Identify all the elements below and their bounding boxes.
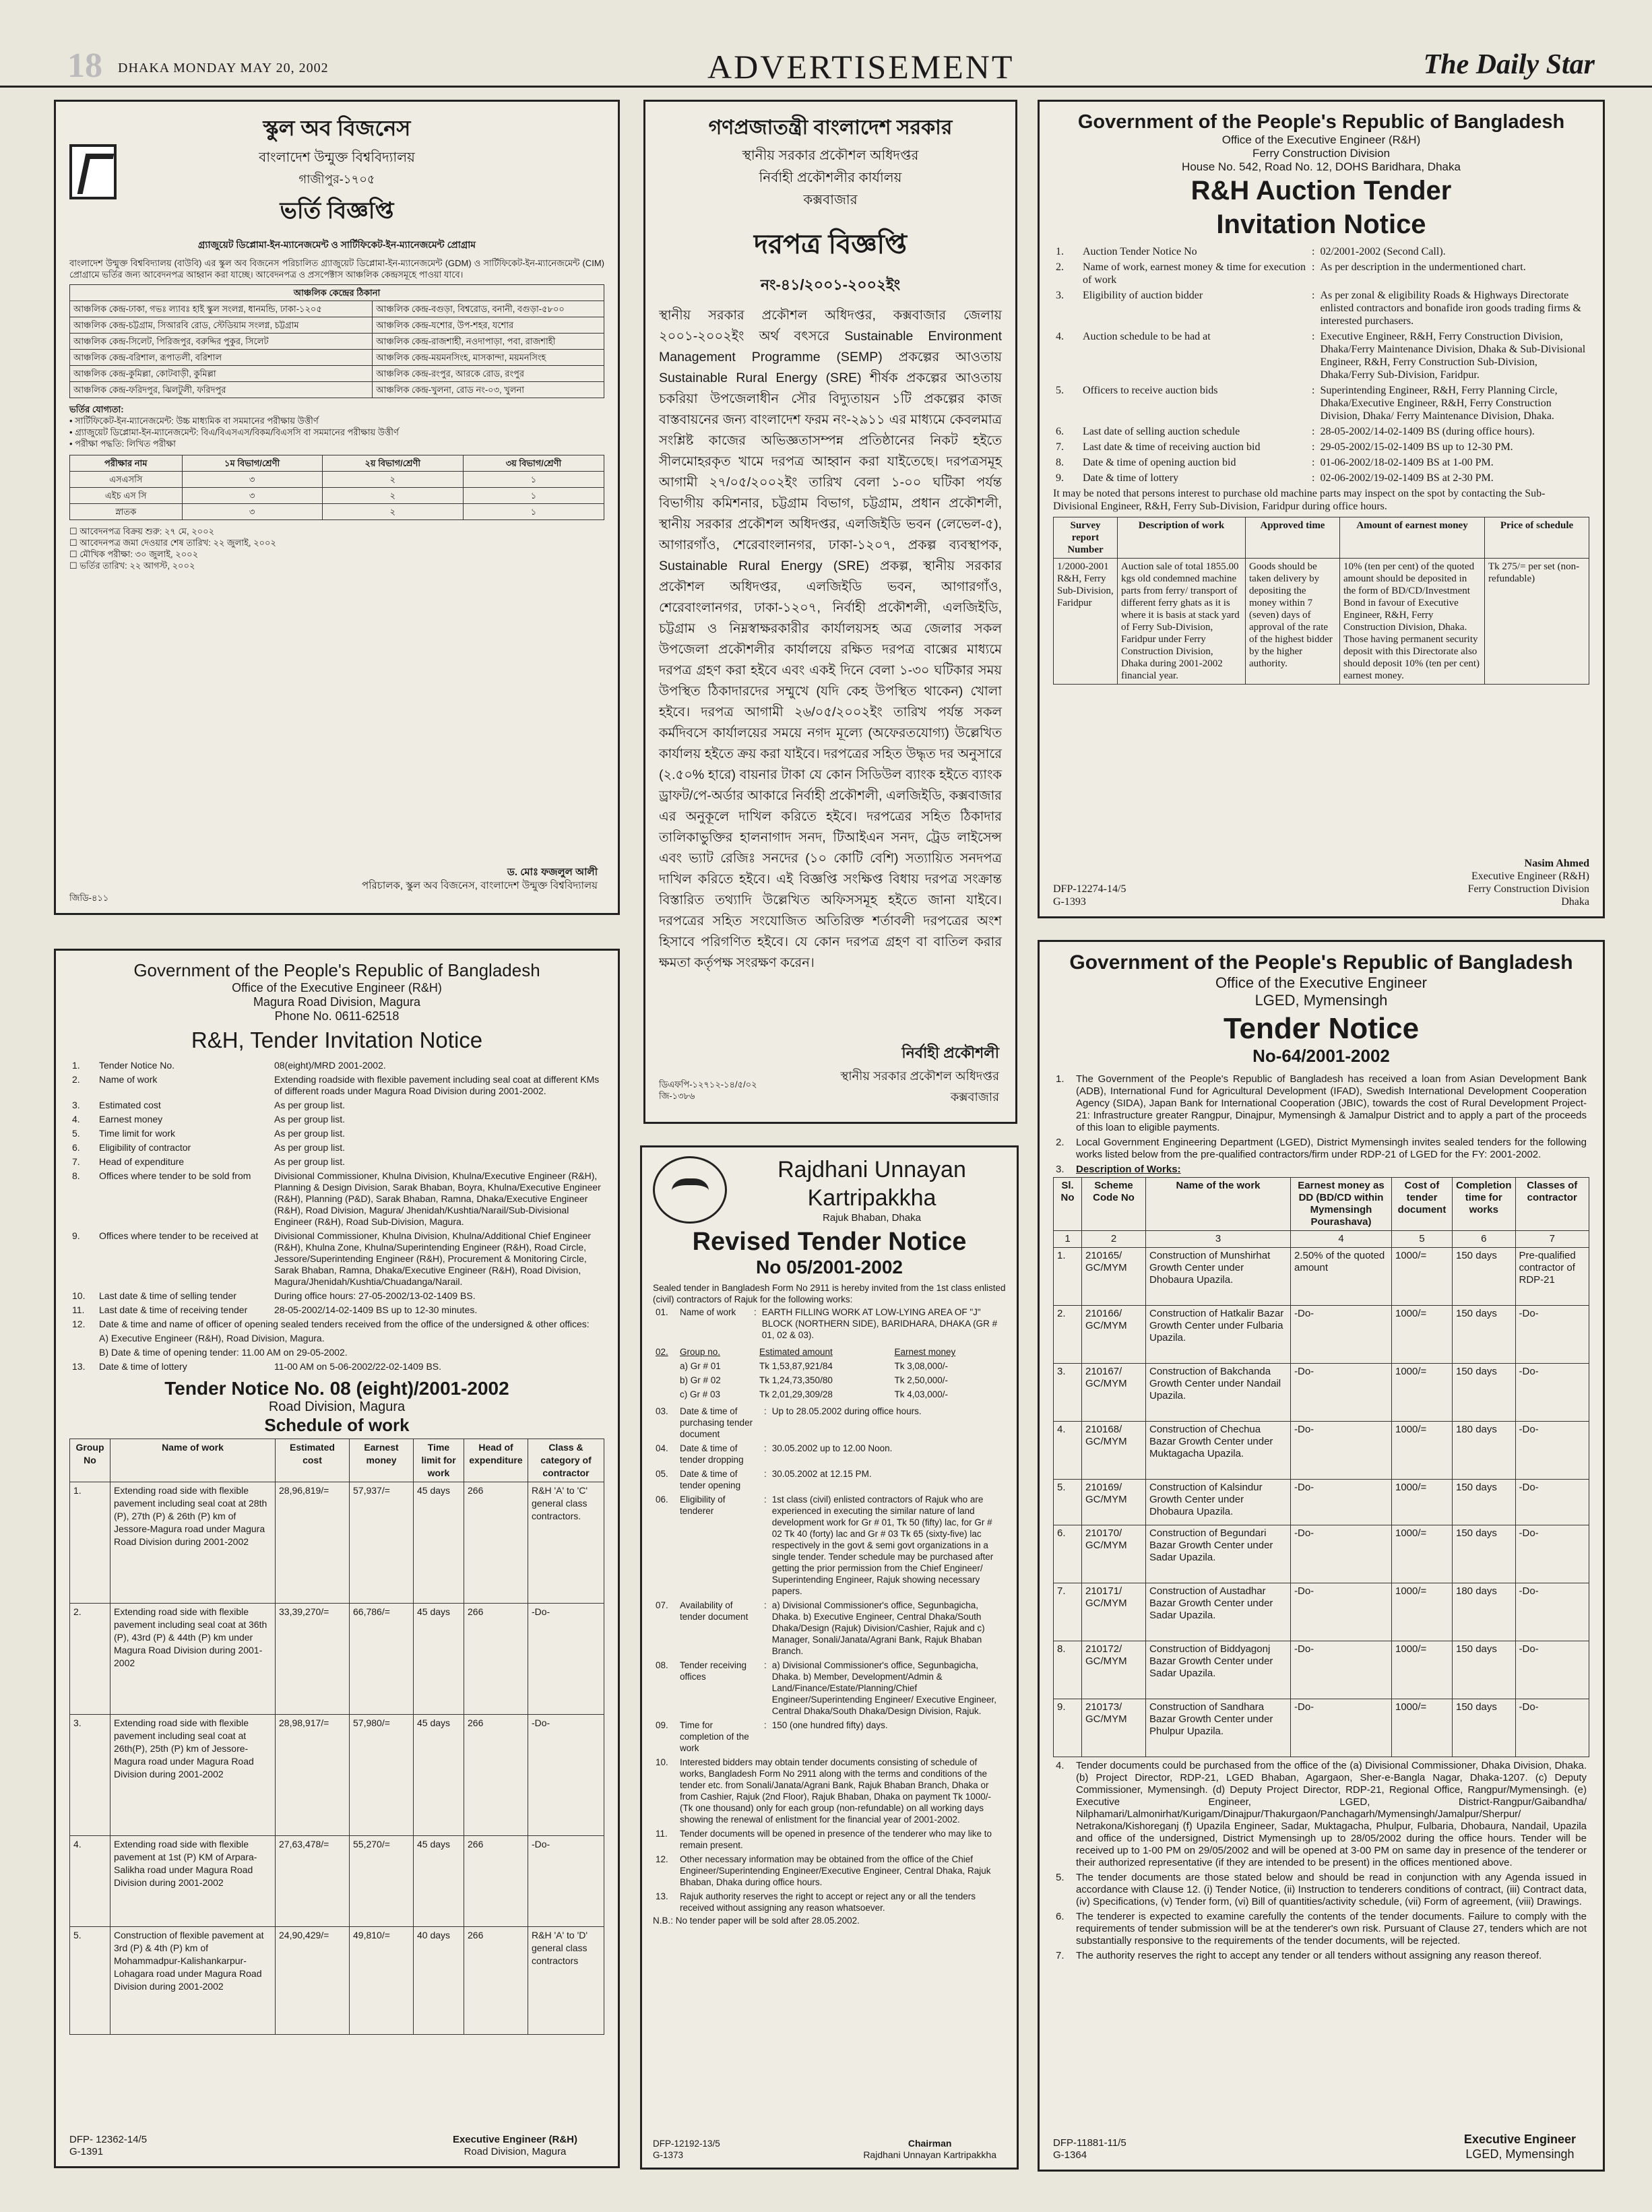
list-item: 12. Date & time and name of officer of opening sealed tenders received from the office of the undersigned & other offices: <box>72 1319 590 1329</box>
mym-p3: Description of Works: <box>1076 1164 1181 1175</box>
list-item: 06. Eligibility of tenderer : 1st class (civil) enlisted contractors of Rajuk who are experienced in executing the similar nature of land development work for Gr # 01, Tk 50 (fifty) lac, for Gr # 02 Tk 40 (forty) lac and Gr # 03 Tk 65 (sixty-five) lac respectively in the govt & semi govt organizations in a single tender. Tender schedule may be purchased after getting the prior permission from the Chief Engineer/ Superintending Engineer, Rajuk showing necessary papers. <box>656 1494 994 1596</box>
bou-eligibility-list <box>69 415 604 449</box>
list-item: 03. Date & time of purchasing tender document : Up to 28.05.2002 during office hours. <box>656 1406 922 1439</box>
table-row: 5. 210169/ GC/MYM Construction of Kalsindur Growth Center under Dhobaura Upazila. -Do- 1000/= 150 days -Do- <box>1054 1480 1589 1525</box>
magura-signer-sub: Road Division, Magura <box>464 2146 567 2157</box>
table-row: 3. 210167/ GC/MYM Construction of Bakchanda Growth Center under Nandail Upazila. -Do- 1000/= 150 days -Do- <box>1054 1364 1589 1422</box>
list-item: 7. Head of expenditure As per group list. <box>72 1156 346 1167</box>
mym-p2: Local Government Engineering Department (LGED), District Mymensingh invites sealed tenders for the following works listed below from the pre-qualified contractors/firm under RDP-21 of LGED for the FY: 2001-2002. <box>1076 1137 1587 1160</box>
section-title: ADVERTISEMENT <box>707 48 1015 86</box>
bou-intro: বাংলাদেশ উন্মুক্ত বিশ্ববিদ্যালয় (বাউবি) এর স্কুল অব বিজনেস পরিচালিত গ্র্যাজুয়েট ডিপ্লোমা-ইন-ম্যানেজমেন্ট (GDM) ও সার্টিফিকেট-ইন-ম্যানেজমেন্ট (CIM) প্রোগ্রামে ভর্তির জন্য আবেদনপত্র আহ্বান করা যাচ্ছে। আবেদনপত্র ও প্রসপেক্টাস আঞ্চলিক কেন্দ্রসমূহে পাওয়া যাবে। <box>69 258 604 280</box>
mym-office: Office of the Executive Engineer <box>1215 974 1427 991</box>
mym-title: Tender Notice <box>1223 1012 1420 1045</box>
table-row: 4. Extending road side with flexible pavement at 1st (P) KM of Arpara-Salikha road under Magura Road Division during 2001-2002 27,63,478/= 55,270/= 45 days 266 -Do- <box>70 1836 604 1927</box>
list-item: 13. Date & time of lottery 11-00 AM on 5-06-2002/22-02-1409 BS. <box>72 1361 442 1372</box>
auction-title2: Invitation Notice <box>1216 210 1426 239</box>
rajuk-work: 01. Name of work : EARTH FILLING WORK AT LOW-LYING AREA OF "J" BLOCK (NORTHERN SIDE), BARIDHARA, DHAKA (GR # 01, 02 & 03). <box>656 1307 998 1340</box>
list-item: 3. Eligibility of auction bidder : As per zonal & eligibility Roads & Highways Directorate enlisted contractors and bonafide iron goods trading firms & interested purchasers. <box>1056 290 1581 327</box>
table-row: আঞ্চলিক কেন্দ্র-সিলেট, পিরিজপুর, বরুদ্দির পুকুর, সিলেট আঞ্চলিক কেন্দ্র-রাজশাহী, নওদাপাড়া, পবা, রাজশাহী <box>70 334 604 350</box>
rajuk-intro: Sealed tender in Bangladesh Form No 2911 is hereby invited from the 1st class enlisted (civil) contractors of Rajuk for the following works: <box>653 1283 1006 1304</box>
rajuk-nb: N.B.: No tender paper will be sold after 28.05.2002. <box>653 1916 860 1926</box>
magura-schedule-title: Schedule of work <box>264 1415 410 1435</box>
list-item: B) Date & time of opening tender: 11.00 AM on 29-05-2002. <box>99 1347 348 1358</box>
list-item: ☐ ভর্তির তারিখ: ২২ আগস্ট, ২০০২ <box>69 561 195 571</box>
bou-title: ভর্তি বিজ্ঞপ্তি <box>280 198 394 224</box>
list-item: 4. Auction schedule to be had at : Executive Engineer, R&H, Ferry Construction Division, Dhaka/Ferry Maintenance Division, Dhaka & Sub-Divisional Engineer, R&H, Ferry Construction Sub-Division, Dhaka/Ferry Sub-Division, Faridpur. <box>1056 331 1586 381</box>
bou-centers-table <box>69 284 604 398</box>
list-item: 05. Date & time of tender opening : 30.05.2002 at 12.15 PM. <box>656 1469 872 1490</box>
magura-office: Office of the Executive Engineer (R&H) <box>232 981 442 994</box>
cox-title: দরপত্র বিজ্ঞপ্তি <box>754 230 907 259</box>
list-item: ☐ আবেদনপত্র বিক্রয় শুরু: ২৭ মে, ২০০২ <box>69 526 215 536</box>
auction-items <box>1053 244 1589 486</box>
bou-program: গ্র্যাজুয়েট ডিপ্লোমা-ইন-ম্যানেজমেন্ট ও সার্টিফিকেট-ইন-ম্যানেজমেন্ট প্রোগ্রাম <box>197 239 476 250</box>
lged-coxsbazar-ad <box>643 100 1017 1124</box>
auction-title1: R&H Auction Tender <box>1190 176 1452 206</box>
auction-signer-city: Dhaka <box>1561 896 1589 908</box>
list-item: 9. Date & time of lottery : 02-06-2002/19-02-1409 BS at 2-30 PM. <box>1056 472 1494 484</box>
bou-dates <box>69 526 604 571</box>
table-row: আঞ্চলিক কেন্দ্র-ঢাকা, গভঃ ল্যাবঃ হাই স্কুল সংলগ্ন, ধানমন্ডি, ঢাকা-১২০৫ আঞ্চলিক কেন্দ্র-বগুড়া, বিশ্বরোড, বনানী, বগুড়া-৫৮০০ <box>70 301 604 317</box>
cox-office: নির্বাহী প্রকৌশলীর কার্যালয় <box>759 170 902 185</box>
bou-centers-heading: আঞ্চলিক কেন্দ্রের ঠিকানা <box>70 285 604 301</box>
magura-title: R&H, Tender Invitation Notice <box>191 1028 483 1052</box>
magura-phone: Phone No. 0611-62518 <box>274 1009 400 1023</box>
list-item: 4. Earnest money As per group list. <box>72 1114 346 1125</box>
bou-university: বাংলাদেশ উন্মুক্ত বিশ্ববিদ্যালয় <box>259 150 415 165</box>
list-item: 1. Auction Tender Notice No : 02/2001-2002 (Second Call). <box>1056 246 1446 257</box>
list-item: 12. Other necessary information may be obtained from the office of the Chief Engineer/Superintending Engineer/Executive Engineer, Central Dhaka, Rajuk Bhaban, Dhaka during office hours. <box>656 1854 991 1887</box>
rajuk-title: Revised Tender Notice <box>692 1228 967 1256</box>
table-row: 5. Construction of flexible pavement at 3rd (P) & 4th (P) km of Mohammadpur-Kalishankarpur-Lohagara road under Magura Road Division during 2001-2002 24,90,429/= 49,810/= 40 days 266 R&H 'A' to 'D' general class contractors <box>70 1927 604 2035</box>
list-item: 2. Name of work Extending roadside with flexible pavement including seal coat at different KMs of different roads under Magura Road Division during 2001-2002. <box>72 1074 600 1096</box>
magura-tender-ad <box>54 949 620 2168</box>
auction-address: House No. 542, Road No. 12, DOHS Baridhara, Dhaka <box>1182 160 1461 173</box>
list-item: 09. Time for completion of the work : 150 (one hundred fifty) days. <box>656 1720 888 1753</box>
bou-admission-ad <box>54 100 620 915</box>
list-item: 11. Tender documents will be opened in presence of the tenderer who may like to remain present. <box>656 1829 992 1850</box>
list-item: ☐ আবেদনপত্র জমা দেওয়ার শেষ তারিখ: ২২ জুলাই, ২০০২ <box>69 538 276 548</box>
rajuk-number: No 05/2001-2002 <box>756 1257 903 1277</box>
newspaper-logo: The Daily Star <box>1423 49 1595 80</box>
page-header <box>0 0 1652 88</box>
auction-office: Office of the Executive Engineer (R&H) <box>1221 133 1421 146</box>
cox-signer: নির্বাহী প্রকৌশলী <box>901 1044 999 1061</box>
list-item: 1. Tender Notice No. 08(eight)/MRD 2001-2002. <box>72 1060 386 1071</box>
bou-signature-title: পরিচালক, স্কুল অব বিজনেস, বাংলাদেশ উন্মুক্ত বিশ্ববিদ্যালয় <box>362 880 598 891</box>
magura-ref1: DFP- 12362-14/5 <box>69 2134 148 2145</box>
rajuk-address: Rajuk Bhaban, Dhaka <box>823 1212 921 1224</box>
table-row: এইচ এস সি ৩ ২ ১ <box>70 488 604 504</box>
rajuk-items <box>653 1404 1006 1915</box>
cox-ref2: জি-১৩৮৬ <box>659 1091 695 1101</box>
list-item: 5. Time limit for work As per group list. <box>72 1128 346 1139</box>
auction-ref2: G-1393 <box>1053 896 1086 908</box>
mym-city: LGED, Mymensingh <box>1254 992 1388 1009</box>
magura-notice-title: Tender Notice No. 08 (eight)/2001-2002 <box>164 1378 509 1399</box>
list-item: 8. Offices where tender to be sold from Divisional Commissioner, Khulna Division, Khulna/Executive Engineer (R&H), Planning & Design Division, Sarak Bhaban, Boyra, Khulna/Executive Engineer (R&H), Planning (P&D), Sarak Bhaban, Ramna, Dhaka/Executive Engineer (R&H), Road Division, Magura/ Jhenidah/Kushtia/Narail/Sub-Divisional Engineer (R&H), Road Sub-Division, Magura. <box>72 1170 601 1227</box>
table-row: 7. 210171/ GC/MYM Construction of Austadhar Bazar Growth Center under Sadar Upazila. -Do- 1000/= 180 days -Do- <box>1054 1583 1589 1641</box>
list-item: 10. Last date & time of selling tender During office hours: 27-05-2002/13-02-1409 BS. <box>72 1290 476 1301</box>
mym-signer: Executive Engineer <box>1463 2132 1576 2146</box>
list-item: A) Executive Engineer (R&H), Road Division, Magura. <box>99 1333 325 1344</box>
magura-notice-sub: Road Division, Magura <box>268 1399 406 1414</box>
bou-eligibility-heading: ভর্তির যোগ্যতা: <box>69 404 124 414</box>
bou-school-name: স্কুল অব বিজনেস <box>263 116 411 140</box>
mym-ref2: G-1364 <box>1053 2149 1087 2161</box>
mym-govt: Government of the People's Republic of Bangladesh <box>1069 951 1573 974</box>
mym-signer-sub: LGED, Mymensingh <box>1465 2147 1575 2161</box>
issue-date: DHAKA MONDAY MAY 20, 2002 <box>118 61 329 75</box>
auction-ref1: DFP-12274-14/5 <box>1053 883 1126 895</box>
mym-p5: The tender documents are those stated below and should be read in conjunction with any Agenda issued in accordance with Clause 12. (i) Tender Notice, (ii) Instruction to tenderers conditions of contract, (iii) Contract data, (iv) Specifications, (v) Tender form, (vi) Bill of quantities/activity schedule, (vii) Form of agreement, (viii) Drawings. <box>1076 1872 1587 1907</box>
list-item: • সার্টিফিকেট-ইন-ম্যানেজমেন্ট: উচ্চ মাধ্যমিক বা সমমানের পরীক্ষায় উত্তীর্ণ <box>69 416 319 426</box>
mym-paragraphs-bottom: 4. Tender documents could be purchased from the office of the (a) Divisional Commissioner, Dhaka Division, Dhaka. (b) Project Director, RDP-21, LGED Bhaban, Agargaon, Sher-e-Bangla Nagar, Dhaka-1207. (c) Deputy Commissioner, Mymensingh. (d) Deputy Project Director, RDP-21, Regional Office, Rangpur/Mymensingh. (e) Executive Engineer, LGED, District-Rangpur/Gaibandha/ Nilphamari/Lalmonirhat/Kurigam/Dinajpur/Thakurgaon/Panchagarh/Mymensingh/Jamalpur/Sherpur/ Netrakona/Kishoreganj (f) Upazila Engineer, Sadar, Muktagacha, Phulpur, Fulbaria, Dhobaura, Nandail, Upazila and office of the undersigned, District Mymensingh up to 28/05/2002 during the office hours. Tender will be received up to 1-00 PM on 29/05/2002 and will be opened at 3-00 PM on same day in presence of the tenderer or their authorized representative (if they are intended to be present) in the offices mentioned above. 5. The tender documents are those stated below and should be read in conjunction with any Agenda issued in accordance with Clause 12. (i) Tender Notice, (ii) Instruction to tenderers conditions of contract, (iii) Contract data, (iv) Specifications, (v) Tender form, (vi) Bill of quantities/activity schedule, (vii) Form of agreement, (viii) Drawings. 6. The tenderer is expected to examine carefully the contents of the tender documents. Failure to comply with the requirements of tender submission will be at the tenderer's own risk. Pursuant of Clause 27, tenders which are not substantially responsive to the requirements of the tender documents, will be rejected. 7. The authority reserves the right to accept any tender or all tenders without assigning any reason thereof. <box>1053 1759 1589 1963</box>
list-item: 3. Estimated cost As per group list. <box>72 1100 346 1110</box>
mym-p1: The Government of the People's Republic of Bangladesh has received a loan from Asian Development Bank (ADB), International Fund for Agricultural Development (IFAD), Swedish International Development Cooperation Agency (SIDA), Japan Bank for International Cooperation (JBIC), towards the cost of Rural Development Project-21: Infrastructure greater Rangpur, Dinajpur, Mymensingh & Jamalpur District and to apply a part of the proceeds of this loan to eligible payments. <box>1076 1073 1587 1133</box>
rajuk-signer-sub: Rajdhani Unnayan Kartripakkha <box>863 2149 996 2160</box>
list-item: 7. Last date & time of receiving auction bid : 29-05-2002/15-02-1409 BS up to 12-30 PM. <box>1056 441 1513 453</box>
table-row: আঞ্চলিক কেন্দ্র-ফরিদপুর, ঝিলটুলী, ফরিদপুর আঞ্চলিক কেন্দ্র-খুলনা, রোড নং-০৩, খুলনা <box>70 382 604 398</box>
magura-govt: Government of the People's Republic of Bangladesh <box>133 960 540 980</box>
table-row: 9. 210173/ GC/MYM Construction of Sandhara Bazar Growth Center under Phulpur Upazila. -Do- 1000/= 150 days -Do- <box>1054 1699 1589 1757</box>
mym-p7: The authority reserves the right to accept any tender or all tenders without assigning any reason thereof. <box>1076 1950 1542 1961</box>
bou-ref: জিডি-৪১১ <box>69 893 109 903</box>
list-item: • পরীক্ষা পদ্ধতি: লিখিত পরীক্ষা <box>69 439 176 449</box>
list-item: 04. Date & time of tender dropping : 30.05.2002 up to 12.00 Noon. <box>656 1443 893 1465</box>
table-row: b) Gr # 02 Tk 1,24,73,350/80 Tk 2,50,000/- <box>680 1375 949 1385</box>
table-row: a) Gr # 01 Tk 1,53,87,921/84 Tk 3,08,000/- <box>680 1361 949 1371</box>
mym-p4: Tender documents could be purchased from the office of the (a) Divisional Commissioner, Dhaka Division, Dhaka. (b) Project Director, RDP-21, LGED Bhaban, Agargaon, Sher-e-Bangla Nagar, Dhaka-1207. (c) Deputy Commissioner, Mymensingh. (d) Deputy Project Director, RDP-21, Regional Office, Rangpur/Mymensingh. (e) Executive Engineer, LGED, District-Rangpur/Gaibandha/ Nilphamari/Lalmonirhat/Kurigam/Dinajpur/Thakurgaon/Panchagarh/Mymensingh/Jamalpur/Sherpur/ Netrakona/Kishoreganj (f) Upazila Engineer, Sadar, Muktagacha, Phulpur, Fulbaria, Dhobaura, Nandail, Upazila and office of the undersigned, District Mymensingh up to 28/05/2002 during the office hours. Tender will be received up to 1-00 PM on 29/05/2002 and will be opened at 3-00 PM on same day in presence of the tenderer or their authorized representative (if they are intended to be present) in the offices mentioned above. <box>1076 1760 1587 1868</box>
table-row: আঞ্চলিক কেন্দ্র-বরিশাল, রূপাতলী, বরিশাল আঞ্চলিক কেন্দ্র-ময়মনসিংহ, মাসকান্দা, ময়মনসিংহ <box>70 350 604 366</box>
rajuk-logo-icon <box>653 1156 727 1224</box>
list-item: 6. Eligibility of contractor As per group list. <box>72 1142 346 1153</box>
table-row: স্নাতক ৩ ২ ১ <box>70 504 604 520</box>
table-row: 1. Extending road side with flexible pavement including seal coat at 28th (P), 27th (P) & 26th (P) km of Jessore-Magura road under Magura Road Division during 2001-2002 28,96,819/= 57,937/= 45 days 266 R&H 'A' to 'C' general class contractors. <box>70 1482 604 1604</box>
table-row: আঞ্চলিক কেন্দ্র-কুমিল্লা, কোটবাড়ী, কুমিল্লা আঞ্চলিক কেন্দ্র-রংপুর, আরকে রোড, রংপুর <box>70 366 604 382</box>
mym-p6: The tenderer is expected to examine carefully the contents of the tender documents. Failure to comply with the requirements of tender submission will be at the tenderer's own risk. Pursuant of Clause 27, tenders which are not substantially responsive to the requirements of the tender documents, will be rejected. <box>1076 1911 1587 1947</box>
list-item: 6. Last date of selling auction schedule : 28-05-2002/14-02-1409 BS (during office hours). <box>1056 426 1535 437</box>
table-row: আঞ্চলিক কেন্দ্র-চট্টগ্রাম, সিআরবি রোড, স্টেডিয়াম সংলগ্ন, চট্টগ্রাম আঞ্চলিক কেন্দ্র-যশোর, উপ-শহর, যশোর <box>70 317 604 334</box>
rajuk-ref1: DFP-12192-13/5 <box>653 2139 720 2149</box>
list-item: 5. Officers to receive auction bids : Superintending Engineer, R&H, Ferry Planning Circle, Dhaka/Executive Engineer, R&H, Ferry Construction Division, Dhaka/ Ferry Maintenance Division, Dhaka. <box>1056 385 1558 422</box>
rajuk-tender-ad <box>640 1145 1019 2170</box>
page-number: 18 <box>67 46 102 85</box>
bou-city: গাজীপুর-১৭০৫ <box>298 172 375 186</box>
cox-govt: গণপ্রজাতন্ত্রী বাংলাদেশ সরকার <box>708 117 953 139</box>
mym-number: No-64/2001-2002 <box>1252 1046 1390 1066</box>
rajuk-name2: Kartripakkha <box>807 1185 936 1211</box>
lged-mymensingh-ad <box>1038 940 1605 2172</box>
bou-logo-icon <box>69 144 117 199</box>
table-row: 1/2000-2001 R&H, Ferry Sub-Division, Faridpur Auction sale of total 1855.00 kgs old condemned machine parts from ferry/ transport of different ferry ghats as it is where it is basis at stack yard of Ferry Sub-Division, Faridpur under Ferry Construction Division, Dhaka during 2001-2002 financial year. Goods should be taken delivery by depositing the money within 7 (seven) days of approval of the rate of the highest bidder by the higher authority. 10% (ten per cent) of the quoted amount should be deposited in the form of BD/CD/Investment Bond in favour of Executive Engineer, R&H, Ferry Construction Division, Dhaka. Those having permanent security deposit with this Directorate also should deposit 10% (ten per cent) earnest money. Tk 275/= per set (non-refundable) <box>1054 559 1589 685</box>
table-row: 6. 210170/ GC/MYM Construction of Begundari Bazar Growth Center under Sadar Upazila. -Do- 1000/= 150 days -Do- <box>1054 1525 1589 1583</box>
magura-ref2: G-1391 <box>69 2146 104 2157</box>
cox-signer-district: কক্সবাজার <box>950 1090 999 1104</box>
cox-dept: স্থানীয় সরকার প্রকৌশল অধিদপ্তর <box>742 148 919 163</box>
rh-auction-ad <box>1038 100 1605 918</box>
table-row: c) Gr # 03 Tk 2,01,29,309/28 Tk 4,03,000/- <box>680 1389 949 1399</box>
auction-signer-title: Executive Engineer (R&H) <box>1471 871 1589 882</box>
bou-signature: ড. মোঃ ফজলুল আলী <box>507 866 598 878</box>
list-item: 08. Tender receiving offices : a) Divisional Commissioner's office, Segunbagicha, Dhaka. b) Member, Development/Admin & Land/Finance/Estate/Planning/Chief Engineer/Superintending Engineer/ Executive Engineer, Central Dhaka/South Dhaka/Design Division, Rajuk. <box>656 1660 996 1716</box>
list-item: ☐ মৌখিক পরীক্ষা: ৩০ জুলাই, ২০০২ <box>69 549 199 559</box>
auction-table: Survey report Number Description of work Approved time Amount of earnest money Price of schedule 1/2000-2001 R&H, Ferry Sub-Division, Faridpur Auction sale of total 1855.00 kgs old condemned machine parts from ferry/ transport of different ferry ghats as it is where it is basis at stack yard of Ferry Sub-Division, Faridpur under Ferry Construction Division, Dhaka during 2001-2002 financial year. Goods should be taken delivery by depositing the money within 7 (seven) days of approval of the rate of the highest bidder by the higher authority. 10% (ten per cent) of the quoted amount should be deposited in the form of BD/CD/Investment Bond in favour of Executive Engineer, R&H, Ferry Construction Division, Dhaka. Those having permanent security deposit with this Directorate also should deposit 10% (ten per cent) earnest money. Tk 275/= per set (non-refundable) <box>1053 517 1589 685</box>
auction-note: It may be noted that persons interest to purchase old machine parts may inspect on the spot by contacting the Sub-Divisional Engineer, R&H, Ferry Sub-Division, Faridpur during office hours. <box>1053 488 1546 512</box>
auction-signer-division: Ferry Construction Division <box>1467 883 1589 895</box>
list-item: 9. Offices where tender to be received at Divisional Commissioner, Khulna Division, Khulna/Additional Chief Engineer (R&H), Khulna Zone, Khulna/Superintending Engineer (R&H), Road Circle, Jessore/Superintending Engineer (R&H), Procurement & Monitoring Circle, Sarak Bhaban, Ramna, Dhaka/Executive Engineer (R&H), Road Division, Magura/Jhenidah/Kushtia/Chuadanga/Narail. <box>72 1230 592 1287</box>
list-item: 8. Date & time of opening auction bid : 01-06-2002/18-02-1409 BS at 1-00 PM. <box>1056 457 1494 468</box>
magura-signer: Executive Engineer (R&H) <box>452 2134 577 2145</box>
magura-division: Magura Road Division, Magura <box>253 995 421 1009</box>
magura-items <box>69 1058 604 1374</box>
table-row: 4. 210168/ GC/MYM Construction of Chechua Bazar Growth Center under Muktagacha Upazila. -Do- 1000/= 180 days -Do- <box>1054 1422 1589 1480</box>
list-item: • গ্র্যাজুয়েট ডিপ্লোমা-ইন-ম্যানেজমেন্ট: বিএ/বিএসএস/বিকম/বিএসসি বা সমমানের পরীক্ষায় উত্তীর্ণ <box>69 427 399 437</box>
auction-signer: Nasim Ahmed <box>1524 858 1589 869</box>
rajuk-signer: Chairman <box>908 2138 952 2149</box>
list-item: 10. Interested bidders may obtain tender documents consisting of schedule of works, Bangladesh Form No 2911 along with the terms and conditions of the tender etc. from Sonali/Janata/Agrani Bank, Rajuk Bhaban Branch, Dhaka or from Cashier, Rajuk (2nd Floor), Rajuk Bhaban, Dhaka on payment Tk 1000/- (Tk one thousand) only for each group (non-refundable) on all working days showing the renewal of enlistment for the financial year of 2001-2002. <box>656 1757 991 1825</box>
mym-ref1: DFP-11881-11/5 <box>1053 2137 1126 2149</box>
list-item: 11. Last date & time of receiving tender 28-05-2002/14-02-1409 BS up to 12-30 minutes. <box>72 1304 478 1315</box>
auction-division: Ferry Construction Division <box>1252 147 1391 160</box>
table-row: 3. Extending road side with flexible pavement including seal coat at 26th(P), 25th (P) km of Jessore-Magura road under Magura Road Division during 2001-2002 28,98,917/= 57,980/= 45 days 266 -Do- <box>70 1715 604 1836</box>
table-row: 2. Extending road side with flexible pavement including seal coat at 36th (P), 43rd (P) & 44th (P) km under Magura Road Division during 2001-2002 33,39,270/= 66,786/= 45 days 266 -Do- <box>70 1604 604 1715</box>
cox-number: নং-৪১/২০০১-২০০২ইং <box>760 276 901 293</box>
bou-grade-table: পরীক্ষার নাম ১ম বিভাগ/শ্রেণী ২য় বিভাগ/শ্রেণী ৩য় বিভাগ/শ্রেণী এসএসসি ৩ ২ ১ এইচ এস সি ৩ ২ ১ স্নাতক ৩ ২ ১ <box>69 455 604 520</box>
list-item: 07. Availability of tender document : a) Divisional Commissioner's office, Segunbagicha, Dhaka. b) Executive Engineer, Central Dhaka/South Dhaka/Design (Rajuk) Division/Cashier, Rajuk and c) Manager, Sonali/Janata/Agrani Bank, Rajuk Bhaban Branch. <box>656 1600 985 1656</box>
cox-ref1: ডিএফপি-১২৭১২-১৪/৫/০২ <box>659 1079 757 1089</box>
list-item: 13. Rajuk authority reserves the right to accept or reject any or all the tenders received without assigning any reason whatsoever. <box>656 1891 976 1913</box>
cox-signer-office: স্থানীয় সরকার প্রকৌশল অধিদপ্তর <box>840 1069 999 1083</box>
cox-district: কক্সবাজার <box>803 193 858 208</box>
table-row: 8. 210172/ GC/MYM Construction of Biddyagonj Bazar Growth Center under Sadar Upazila. -Do- 1000/= 150 days -Do- <box>1054 1641 1589 1699</box>
auction-govt: Government of the People's Republic of Bangladesh <box>1077 111 1565 133</box>
rajuk-groups: 02. Group no. Estimated amount Earnest money a) Gr # 01 Tk 1,53,87,921/84 Tk 3,08,000/- b) Gr # 02 Tk 1,24,73,350/80 Tk 2,50,000/- c) Gr # 03 Tk 2,01,29,309/28 Tk 4,03,000/- <box>653 1345 1006 1401</box>
cox-body: স্থানীয় সরকার প্রকৌশল অধিদপ্তর, কক্সবাজার জেলায় ২০০১-২০০২ইং অর্থ বৎসরে Sustainable Environment Management Programme (SEMP) প্রকল্পের আওতায় Sustainable Rural Energy (SRE) শীর্ষক প্রকল্পের আওতায় চকরিয়া উপজেলাধীন সৌর বিদ্যুতায়ন ১টি প্রকল্পের কাজ বাস্তবায়নের জন্য বাংলাদেশ ফরম নং-২৯১১ এর মাধ্যমে কেবলমাত্র সংশ্লিষ্ট কাজের অভিজ্ঞতাসম্পন্ন প্রতিষ্ঠানের নিকট হইতে সীলমোহরকৃত খামে দরপত্র আহ্বান করা যাইতেছে। দরপত্রসমূহ আগামী ২৭/০৫/২০০২ইং তারিখ বেলা ১-০০ ঘটিকা পর্যন্ত বিভাগীয় কমিশনার, চট্টগ্রাম বিভাগ, চট্টগ্রাম, প্রধান প্রকৌশলী, স্থানীয় সরকার প্রকৌশল অধিদপ্তর, এলজিইডি ভবন (লেভেল-৫), আগারগাঁও, শেরেবাংলানগর, ঢাকা-১২০৭, প্রকল্প ব্যবস্থাপক, Sustainable Rural Energy (SRE) প্রকল্প, স্থানীয় সরকার প্রকৌশল অধিদপ্তর, এলজিইডি ভবন, আগারগাঁও, শেরেবাংলানগর, ঢাকা-১২০৭, নির্বাহী প্রকৌশলী, এলজিইডি, চট্টগ্রাম ও নিম্নস্বাক্ষরকারীর কার্যালয়সহ অত্র জেলার সকল উপজেলা প্রকৌশলীর কার্যালয়ে রক্ষিত দরপত্র বাক্সের মাধ্যমে দরপত্র গ্রহণ করা হইবে এবং একই দিনে বেলা ১-৩০ ঘটিকার সময় উপস্থিত ঠিকাদারদের সম্মুখে (যদি কেহ উপস্থিত থাকেন) খোলা হইবে। দরপত্র আগামী ২৬/০৫/২০০২ইং তারিখ পর্যন্ত সকল কর্মদিবসে কার্যালয়ের সময়ে নগদ মূল্যে (অফেরতযোগ্য) উল্লেখিত কার্যালয় হইতে ক্রয় করা যাইবে। দরপত্রের সহিত উদ্ধৃত দর অনুসারে (২.৫০% হারে) বায়নার টাকা যে কোন সিডিউল ব্যাংক হইতে ব্যাংক ড্রাফট/পে-অর্ডার আকারে নির্বাহী প্রকৌশলী, এলজিইডি, কক্সবাজার এর অনুকূলে দাখিল করিতে হইবে। দরপত্রের সহিত ঠিকাদার তালিকাভুক্তির হালনাগাদ সনদ, টিআইএন সনদ, ট্রেড লাইসেন্স এবং ভ্যাট রেজিঃ সনদের (১০ কোটি বেশি) সত্যায়িত সনদপত্র দাখিল করিতে হইবে। এই বিজ্ঞপ্তি সংক্ষিপ্ত বিধায় দরপত্র সংক্রান্ত বিস্তারিত তথ্যাদি উল্লেখিত অফিসসমূহ হইতে জানা যাইবে। দরপত্রের সহিত সংযোজিত অতিরিক্ত শর্তাবলী দরপত্রের অংশ হিসাবে পরিগণিত হইবে। যে কোন দরপত্র গ্রহণ বা বাতিল করার ক্ষমতা কর্তৃপক্ষ সংরক্ষণ করেন। <box>659 308 1002 970</box>
rajuk-name1: Rajdhani Unnayan <box>777 1157 966 1182</box>
list-item: 2. Name of work, earnest money & time for execution of work : As per description in the undermentioned chart. <box>1056 261 1526 286</box>
magura-schedule-table: Group No Name of work Estimated cost Earnest money Time limit for work Head of expenditure Class & category of contractor 1. Extending road side with flexible pavement including seal coat at 28th (P), 27th (P) & 26th (P) km of Jessore-Magura road under Magura Road Division during 2001-2002 28,96,819/= 57,937/= 45 days 266 R&H 'A' to 'C' general class contractors. 2. Extending road side with flexible pavement including seal coat at 36th (P), 43rd (P) & 44th (P) km under Magura Road Division during 2001-2002 33,39,270/= 66,786/= 45 days 266 -Do- 3. Extending road side with flexible pavement including seal coat at 26th(P), 25th (P) km of Jessore-Magura road under Magura Road Division during 2001-2002 28,98,917/= 57,980/= 45 days 266 -Do- 4. Extending road side with flexible pavement at 1st (P) KM of Arpara-Salikha road under Magura Road Division during 2001-2002 27,63,478/= 55,270/= 45 days 266 -Do- 5. Construction of flexible pavement at 3rd (P) & 4th (P) km of Mohammadpur-Kalishankarpur-Lohagara road under Magura Road Division during 2001-2002 24,90,429/= 49,810/= 40 days 266 R&H 'A' to 'D' general class contractors <box>69 1439 604 2035</box>
mym-paragraphs-top: 1. The Government of the People's Republic of Bangladesh has received a loan from Asian Development Bank (ADB), International Fund for Agricultural Development (IFAD), Swedish International Development Cooperation Agency (SIDA), Japan Bank for International Cooperation (JBIC), towards the cost of Rural Development Project-21: Infrastructure greater Rangpur, Dinajpur, Mymensingh & Jamalpur District and to apply a part of the proceeds of this loan to eligible payments. 2. Local Government Engineering Department (LGED), District Mymensingh invites sealed tenders for the following works listed below from the pre-qualified contractors/firm under RDP-21 of LGED for the FY: 2001-2002. 3. Description of Works: <box>1053 1072 1589 1177</box>
rajuk-ref2: G-1373 <box>653 2150 684 2160</box>
table-row: 1. 210165/ GC/MYM Construction of Munshirhat Growth Center under Dhobaura Upazila. 2.50% of the quoted amount 1000/= 150 days Pre-qualified contractor of RDP-21 <box>1054 1248 1589 1306</box>
table-row: এসএসসি ৩ ২ ১ <box>70 472 604 488</box>
table-row: 2. 210166/ GC/MYM Construction of Hatkalir Bazar Growth Center under Fulbaria Upazila. -Do- 1000/= 150 days -Do- <box>1054 1306 1589 1364</box>
mym-works-table: Sl. No Scheme Code No Name of the work Earnest money as DD (BD/CD within Mymensingh Pourashava) Cost of tender document Completion time for works Classes of contractor 1 2 3 4 5 6 7 1. 210165/ GC/MYM Construction of Munshirhat Growth Center under Dhobaura Upazila. 2.50% of the quoted amount 1000/= 150 days Pre-qualified contractor of RDP-21 2. 210166/ GC/MYM Construction of Hatkalir Bazar Growth Center under Fulbaria Upazila. -Do- 1000/= 150 days -Do- 3. 210167/ GC/MYM Construction of Bakchanda Growth Center under Nandail Upazila. -Do- 1000/= 150 days -Do- 4. 210168/ GC/MYM Construction of Chechua Bazar Growth Center under Muktagacha Upazila. -Do- 1000/= 180 days -Do- 5. 210169/ GC/MYM Construction of Kalsindur Growth Center under Dhobaura Upazila. -Do- 1000/= 150 days -Do- 6. 210170/ GC/MYM Construction of Begundari Bazar Growth Center under Sadar Upazila. -Do- 1000/= 150 days -Do- 7. 210171/ GC/MYM Construction of Austadhar Bazar Growth Center under Sadar Upazila. -Do- 1000/= 180 days -Do- 8. 210172/ GC/MYM Construction of Biddyagonj Bazar Growth Center under Sadar Upazila. -Do- 1000/= 150 days -Do- 9. 210173/ GC/MYM Construction of Sandhara Bazar Growth Center under Phulpur Upazila. -Do- 1000/= 150 days -Do- <box>1053 1177 1589 1757</box>
